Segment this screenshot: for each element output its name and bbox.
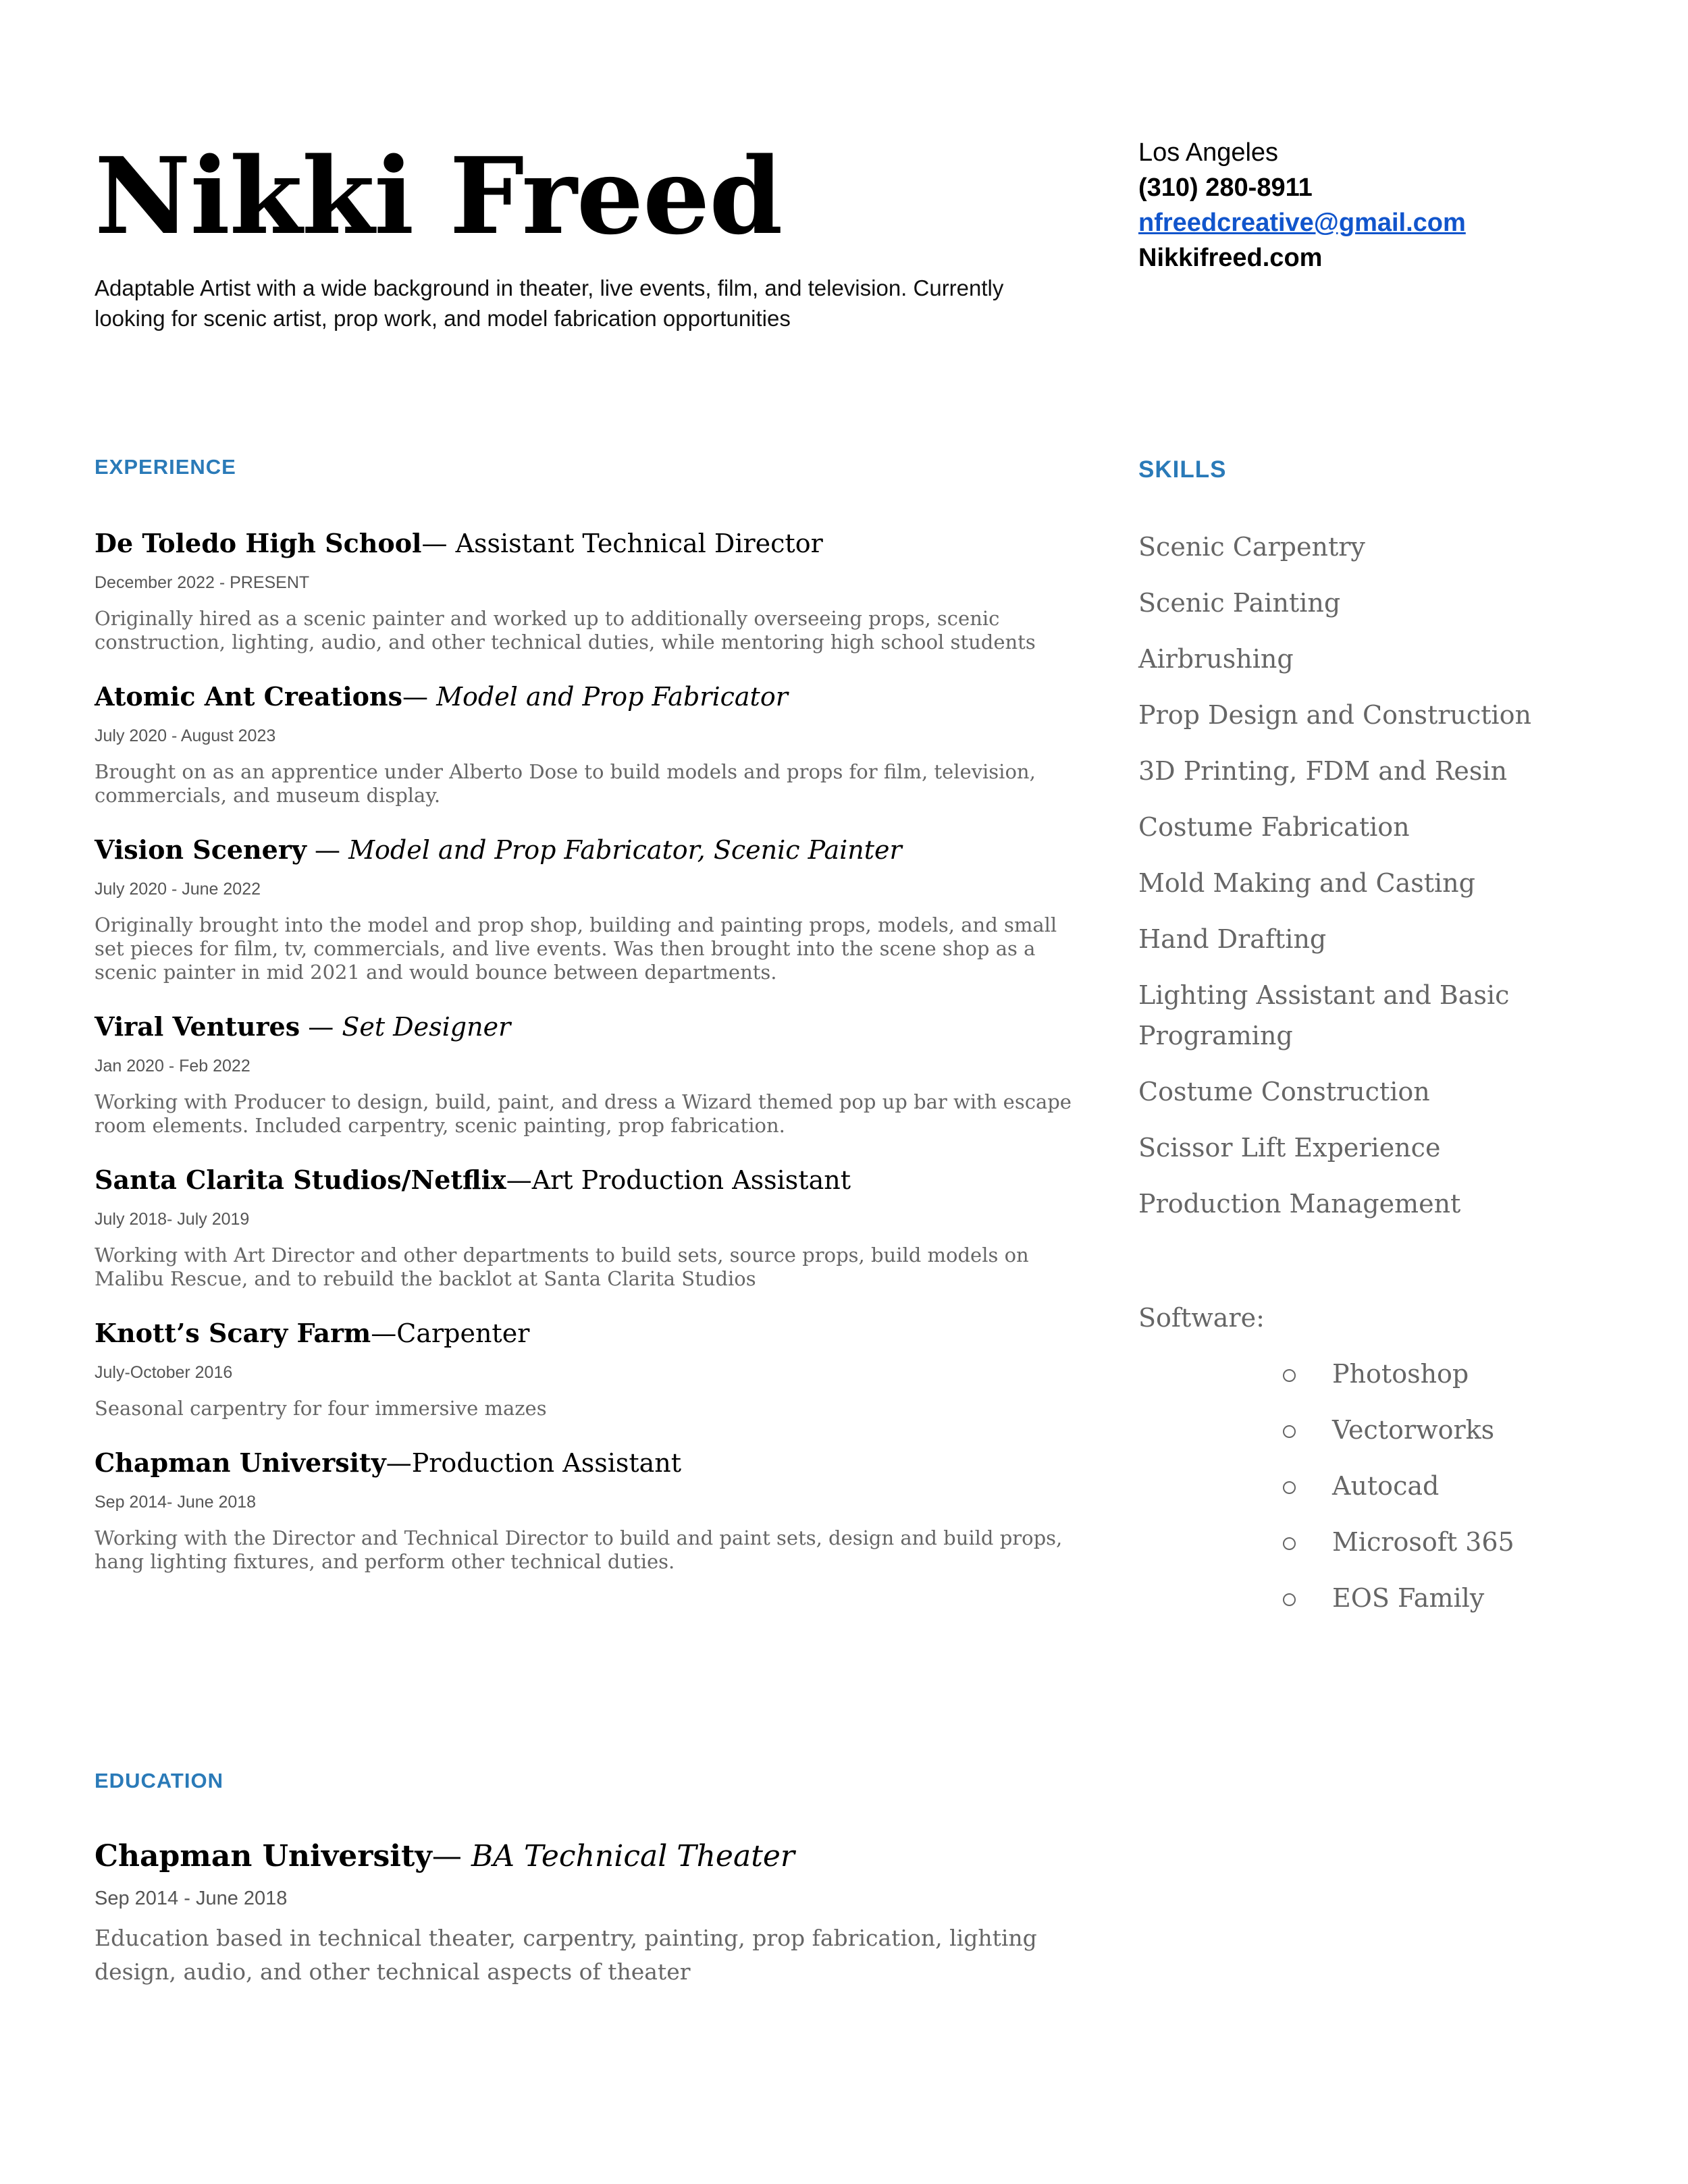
skill-item: Scenic Carpentry — [1138, 532, 1365, 562]
experience-entry — [95, 1010, 1080, 1138]
software-list — [1283, 1354, 1514, 1634]
job-title — [95, 1010, 1080, 1044]
circle-bullet-icon — [1283, 1425, 1296, 1438]
job-role: Model and Prop Fabricator, Scenic Painter — [348, 835, 902, 865]
job-description: Seasonal carpentry for four immersive mazes — [95, 1397, 547, 1420]
page-title: Nikki Freed — [95, 134, 783, 258]
skill-item: Mold Making and Casting — [1138, 868, 1475, 898]
experience-entry — [95, 527, 1080, 654]
education-heading: EDUCATION — [95, 1769, 223, 1792]
software-item — [1283, 1522, 1514, 1578]
job-title — [95, 527, 1080, 560]
skill-item: Scenic Painting — [1138, 588, 1341, 618]
circle-bullet-icon — [1283, 1593, 1296, 1606]
job-description: Brought on as an apprentice under Alberto Dose to build models and props for film, television, commercials, and museum display. — [95, 760, 1036, 807]
job-title — [95, 833, 1080, 867]
job-separator: — — [371, 1319, 397, 1348]
education-title — [95, 1838, 1080, 1875]
job-dates: July 2020 - August 2023 — [95, 726, 276, 745]
job-description: Originally hired as a scenic painter and worked up to additionally overseeing props, scenic construction, lighting, audio, and other technical duties, while mentoring high school students — [95, 607, 1036, 654]
job-title — [95, 680, 1080, 714]
education-degree: BA Technical Theater — [471, 1839, 795, 1873]
job-dates: Jan 2020 - Feb 2022 — [95, 1057, 250, 1075]
skill-item: Costume Fabrication — [1138, 812, 1410, 842]
contact-website: Nikkifreed.com — [1138, 244, 1323, 272]
software-item — [1283, 1410, 1514, 1466]
job-dates: Sep 2014- June 2018 — [95, 1493, 257, 1512]
job-dates: July 2018- July 2019 — [95, 1210, 250, 1229]
job-description: Originally brought into the model and prop shop, building and painting props, models, and small set pieces for film, tv, commercials, and live events. Was then brought into the scene shop as a scenic painter in mid 2021 and would bounce between departments. — [95, 913, 1057, 984]
job-separator: — — [300, 1012, 342, 1042]
skill-item: Airbrushing — [1138, 644, 1294, 674]
job-organization: De Toledo High School — [95, 528, 422, 558]
job-organization: Santa Clarita Studios/Netflix — [95, 1165, 506, 1195]
experience-list — [95, 527, 1080, 1574]
job-separator: — — [306, 835, 349, 865]
education-dates: Sep 2014 - June 2018 — [95, 1888, 288, 1909]
job-dates: July-October 2016 — [95, 1363, 233, 1382]
circle-bullet-icon — [1283, 1537, 1296, 1550]
skill-item: 3D Printing, FDM and Resin — [1138, 756, 1508, 786]
job-separator: — — [421, 529, 456, 558]
skill-item: Production Management — [1138, 1189, 1461, 1219]
contact-email-link[interactable]: nfreedcreative@gmail.com — [1138, 209, 1466, 237]
circle-bullet-icon — [1283, 1481, 1296, 1494]
skill-item: Hand Drafting — [1138, 924, 1327, 954]
experience-entry — [95, 680, 1080, 807]
job-separator: — — [402, 682, 437, 712]
software-label: Software: — [1138, 1303, 1265, 1333]
skills-heading: SKILLS — [1138, 456, 1227, 483]
job-description: Working with Producer to design, build, paint, and dress a Wizard themed pop up bar with escape room elements. Included carpentry, scenic painting, prop fabrication. — [95, 1090, 1072, 1137]
software-item — [1283, 1466, 1514, 1522]
contact-block — [1138, 135, 1466, 275]
job-title — [95, 1163, 1080, 1197]
software-item-label: Vectorworks — [1332, 1415, 1495, 1445]
software-item-label: EOS Family — [1332, 1583, 1485, 1613]
job-separator: — — [506, 1165, 532, 1195]
job-organization: Viral Ventures — [95, 1011, 300, 1042]
experience-entry — [95, 833, 1080, 984]
education-org: Chapman University — [95, 1839, 432, 1873]
job-organization: Atomic Ant Creations — [95, 681, 403, 712]
job-organization: Vision Scenery — [95, 834, 307, 865]
contact-location: Los Angeles — [1138, 138, 1279, 167]
job-role: Model and Prop Fabricator — [436, 682, 788, 712]
job-organization: Chapman University — [95, 1447, 386, 1478]
job-title — [95, 1316, 1080, 1350]
skill-item: Scissor Lift Experience — [1138, 1133, 1441, 1163]
job-dates: July 2020 - June 2022 — [95, 880, 261, 899]
job-separator: — — [386, 1448, 412, 1478]
job-description: Working with the Director and Technical Director to build and paint sets, design and build props, hang lighting fixtures, and perform other technical duties. — [95, 1526, 1063, 1573]
job-role: Set Designer — [342, 1012, 511, 1042]
experience-entry — [95, 1163, 1080, 1291]
software-item-label: Autocad — [1332, 1471, 1440, 1501]
circle-bullet-icon — [1283, 1369, 1296, 1382]
job-organization: Knott’s Scary Farm — [95, 1318, 371, 1348]
job-description: Working with Art Director and other departments to build sets, source props, build models on Malibu Rescue, and to rebuild the backlot at Santa Clarita Studios — [95, 1244, 1029, 1290]
contact-phone: (310) 280-8911 — [1138, 174, 1313, 202]
skill-item: Lighting Assistant and Basic Programing — [1138, 980, 1510, 1050]
experience-heading: EXPERIENCE — [95, 455, 236, 479]
job-role: Assistant Technical Director — [455, 529, 823, 558]
software-item — [1283, 1578, 1514, 1634]
experience-entry — [95, 1316, 1080, 1420]
job-role: Carpenter — [396, 1319, 530, 1348]
job-role: Art Production Assistant — [531, 1165, 851, 1195]
job-role: Production Assistant — [411, 1448, 682, 1478]
education-separator: — — [431, 1839, 471, 1873]
software-item — [1283, 1354, 1514, 1410]
job-dates: December 2022 - PRESENT — [95, 573, 310, 592]
software-item-label: Microsoft 365 — [1332, 1527, 1514, 1557]
skills-list — [1138, 527, 1652, 1240]
software-item-label: Photoshop — [1332, 1359, 1469, 1389]
skill-item: Costume Construction — [1138, 1077, 1430, 1107]
education-description: Education based in technical theater, carpentry, painting, prop fabrication, lighting design, audio, and other technical aspects of theater — [95, 1925, 1037, 1985]
education-entry — [95, 1838, 1080, 1989]
tagline: Adaptable Artist with a wide background in theater, live events, film, and television. Currently looking for scenic artist, prop work, and model fabrication opportunities — [95, 275, 1004, 331]
skill-item: Prop Design and Construction — [1138, 700, 1531, 730]
experience-entry — [95, 1446, 1080, 1574]
job-title — [95, 1446, 1080, 1480]
